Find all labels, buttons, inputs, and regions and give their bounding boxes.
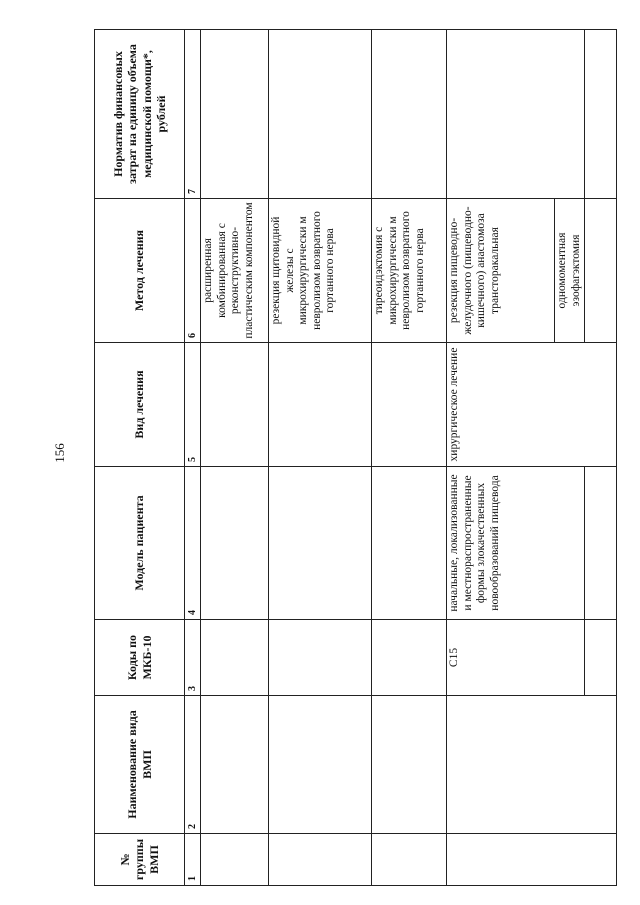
table-container — [94, 30, 606, 886]
treatment-method-cell — [555, 199, 585, 343]
table-row — [447, 30, 555, 886]
patient-model-cell — [269, 467, 372, 620]
cost-cell — [585, 30, 617, 199]
treatment-type-cell — [269, 343, 372, 467]
header-treatment-type: Вид лечения — [95, 343, 185, 467]
group-no-cell — [372, 834, 447, 886]
treatment-type-cell — [201, 343, 269, 467]
treatment-method-text: тиреоидэктомия с микрохирургически м невролизом возвратного гортанного нерва — [373, 211, 426, 330]
mkb-cell — [372, 620, 447, 696]
table-row — [201, 30, 269, 886]
treatment-method-text: одномоментная эзофагэктомия — [556, 232, 582, 309]
treatment-method-text: резекция пищеводно-желудочного (пищеводно-кишечного) анастомоза трансторакальная — [448, 206, 501, 335]
vmp-name-cell — [372, 696, 447, 834]
vmp-name-cell — [269, 696, 372, 834]
patient-model-cell — [372, 467, 447, 620]
treatment-method-cell — [585, 199, 617, 343]
header-group-no: № группы ВМП — [95, 834, 185, 886]
header-row — [95, 30, 185, 886]
column-number-row — [185, 30, 201, 886]
treatment-method-cell — [201, 199, 269, 343]
mkb-cell — [447, 620, 585, 696]
treatment-method-text — [585, 199, 587, 342]
cost-cell — [269, 30, 372, 199]
cost-cell — [372, 30, 447, 199]
treatment-method-cell — [269, 199, 372, 343]
mkb-cell — [201, 620, 269, 696]
treatment-method-text: резекция щитовидной железы с микрохирургически м невролизом возвратного гортанного нерва — [270, 211, 337, 330]
table-row — [372, 30, 447, 886]
vmp-table — [94, 29, 617, 886]
column-number: 4 — [185, 467, 201, 620]
patient-model-cell — [201, 467, 269, 620]
header-cost-standard: Норматив финансовых затрат на единицу объема медицинской помощи*, рублей — [95, 30, 185, 199]
treatment-method-text: расширенная комбинированная с реконструктивно-пластическим компонентом — [202, 202, 255, 339]
cost-cell — [447, 30, 585, 199]
vmp-name-cell — [201, 696, 269, 834]
mkb-cell — [585, 620, 617, 696]
column-number: 2 — [185, 696, 201, 834]
patient-model-cell — [447, 467, 585, 620]
header-treatment-method: Метод лечения — [95, 199, 185, 343]
treatment-type-text: хирургическое лечение — [448, 347, 460, 462]
treatment-type-cell — [447, 343, 617, 467]
mkb-code-text: C15 — [448, 647, 460, 668]
group-no-cell — [447, 834, 617, 886]
treatment-type-cell — [372, 343, 447, 467]
vmp-name-cell — [447, 696, 617, 834]
header-patient-model: Модель пациента — [95, 467, 185, 620]
column-number: 7 — [185, 30, 201, 199]
rotated-table-frame — [94, 30, 606, 886]
header-vmp-name: Наименование вида ВМП — [95, 696, 185, 834]
group-no-cell — [201, 834, 269, 886]
cost-cell — [201, 30, 269, 199]
treatment-method-cell — [447, 199, 555, 343]
mkb-cell — [269, 620, 372, 696]
header-mkb-codes: Коды по МКБ-10 — [95, 620, 185, 696]
patient-model-text: начальные, локализованные и местнораспространенные формы злокачественных новообразований пищевода — [448, 474, 501, 612]
column-number: 1 — [185, 834, 201, 886]
column-number: 6 — [185, 199, 201, 343]
treatment-method-cell — [372, 199, 447, 343]
page-number: 156 — [52, 443, 67, 463]
column-number: 5 — [185, 343, 201, 467]
patient-model-cell — [585, 467, 617, 620]
column-number: 3 — [185, 620, 201, 696]
group-no-cell — [269, 834, 372, 886]
table-row — [269, 30, 372, 886]
